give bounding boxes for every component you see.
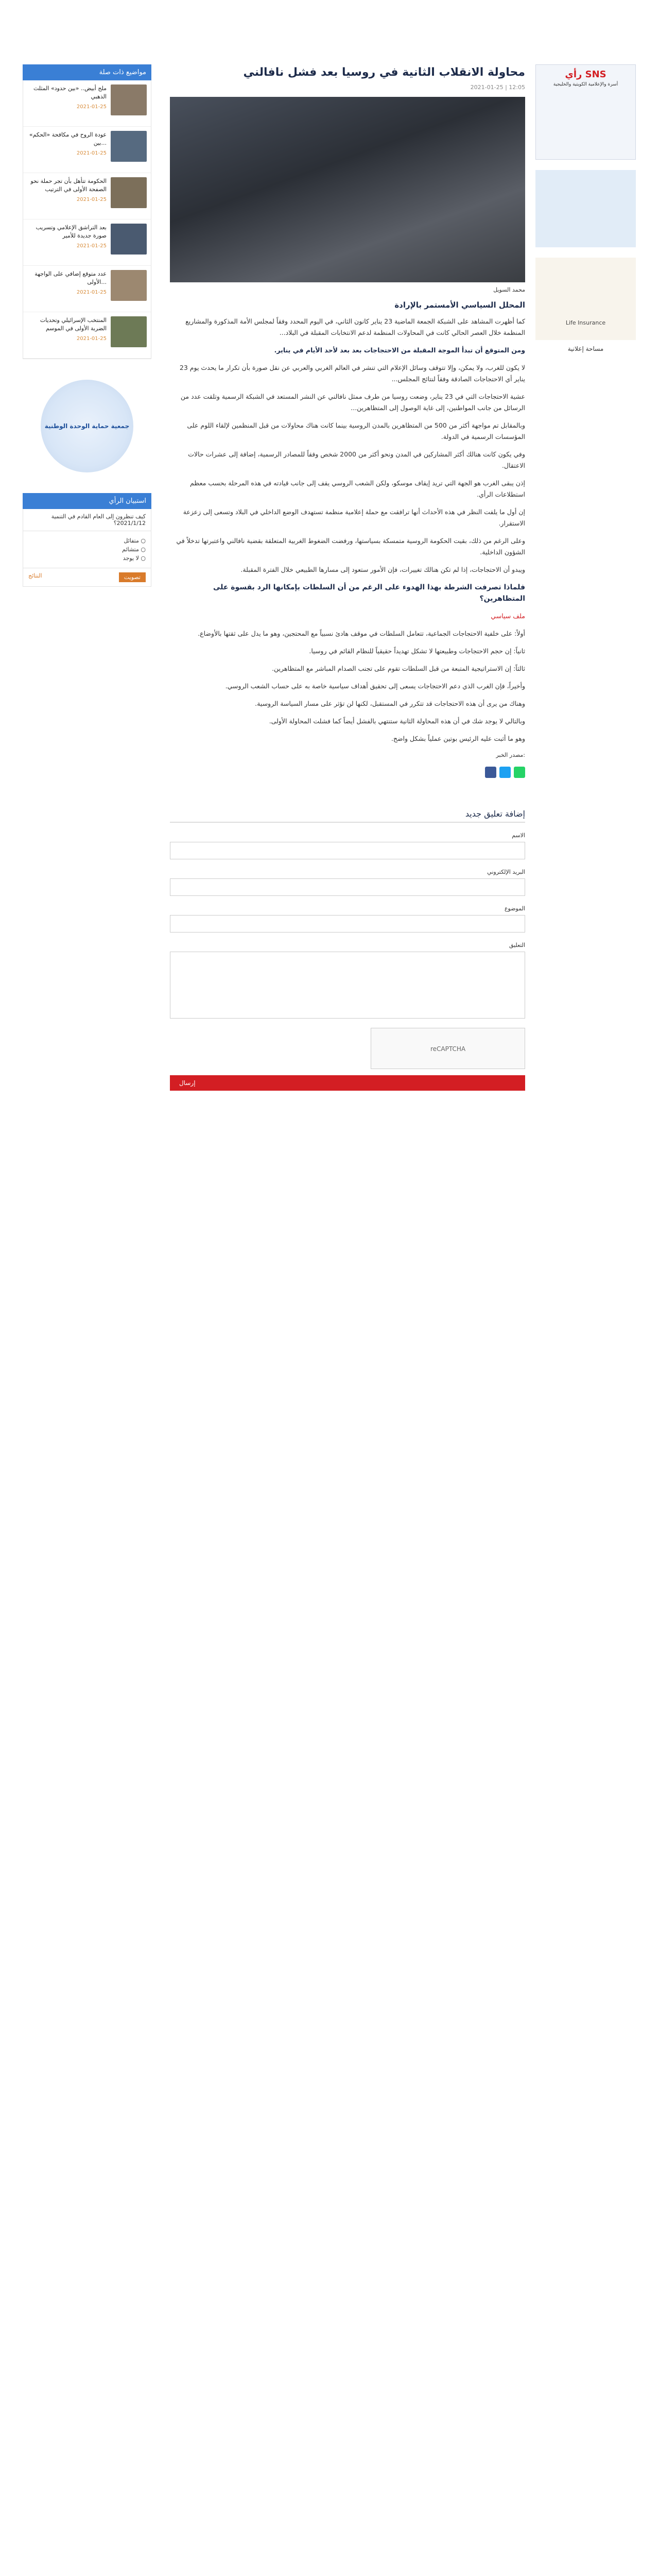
poll-option[interactable] xyxy=(28,546,146,553)
article-paragraph: وهو ما أثبت عليه الرئيس بوتين عملياً بشكل واضح. xyxy=(391,735,525,742)
comment-label: التعليق xyxy=(509,942,525,948)
sidebar xyxy=(23,64,151,587)
ad-banner[interactable] xyxy=(535,170,636,247)
share-bar xyxy=(170,767,525,778)
list-item[interactable] xyxy=(23,312,151,359)
ad-placeholder: مساحة إعلانية xyxy=(535,345,636,361)
poll-widget xyxy=(23,493,151,587)
sidebar-heading: مواضيع ذات صلة xyxy=(23,64,151,80)
poll-results-link[interactable]: النتائج xyxy=(28,572,42,579)
sns-logo: رأي SNS xyxy=(565,69,606,80)
comment-textarea[interactable] xyxy=(170,952,525,1019)
news-title[interactable]: الحكومة تتأهل بأن تجر حملة نحو الصفحة الأولى في الترتيب xyxy=(30,178,107,193)
article-paragraph: ثالثاً: إن الاستراتيجية المتبعة من قبل السلطات تقوم على تجنب الصدام المباشر مع المتظاهرين. xyxy=(272,665,525,672)
ad-banner-insurance[interactable] xyxy=(535,258,636,340)
article-paragraph: كما أظهرت المشاهد على الشبكة الجمعة الماضية 23 يناير كانون الثاني، في اليوم المحدد وفقاً لمجلس الأمة المذكورة والمشاريع المنظمة خلال العصر الحالي كانت في المحاولات المنظمة لدعم الانتخابات المقبلة في البلاد... xyxy=(185,317,525,336)
article-paragraph: ثانياً: إن حجم الاحتجاجات وطبيعتها لا تشكل تهديداً حقيقياً للنظام القائم في روسيا. xyxy=(309,647,525,655)
ads-column xyxy=(535,64,636,361)
article-paragraph: عشية الاحتجاجات التي في 23 يناير، وضعت روسيا من طرف ممثل نافالني عن النشر المستعد في الشبكة الرسمية وتلقت عدد من الرسائل من جانب المواطنين، إلى غاية الوصول إلى المتظاهرين... xyxy=(180,393,525,412)
news-title[interactable]: بعد التراشق الإعلامي وتسريب صورة جديدة للأمير xyxy=(36,224,107,239)
association-logo xyxy=(41,380,133,472)
poll-option-label: متفائل xyxy=(124,537,139,544)
ad-subtitle: أسرة والإعلامية الكويتية والخليجية xyxy=(553,82,618,87)
news-title[interactable]: ملح أبيض.. «بين حدود» المثلث الذهبي xyxy=(33,85,107,100)
news-date: 2021-01-25 xyxy=(76,104,107,110)
article-title: محاولة الانقلاب الثانية في روسيا بعد فشل نافالني xyxy=(243,66,525,79)
related-news-list xyxy=(23,80,151,359)
article-paragraph: وهناك من يرى أن هذه الاحتجاجات قد تتكرر في المستقبل، لكنها لن تؤثر على مسار السياسة الروسية. xyxy=(255,700,525,707)
article-meta: 2021-01-25 | 12:05 xyxy=(470,84,525,91)
radio-icon[interactable]: ○ xyxy=(141,537,146,544)
subject-field[interactable] xyxy=(170,915,525,933)
poll-heading: استبيان الرأي xyxy=(23,493,151,509)
article-paragraph: وبالمقابل تم مواجهة أكثر من 500 من المتظاهرين بالمدن الروسية بينما كانت هناك محاولات من قبل المنظمين لإلقاء اللوم على المؤسسات الرسمية في الدولة. xyxy=(187,421,525,440)
news-thumb[interactable] xyxy=(111,316,147,347)
article-paragraph: ومن المتوقع أن تبدأ الموجة المقبلة من الاحتجاجات بعد بعد لأحد الأيام في يناير. xyxy=(274,346,525,354)
article-highlight: فلماذا تصرفت الشرطة بهذا الهدوء على الرغم من أن السلطات بإمكانها الرد بقسوة على المتظاهرين؟ xyxy=(213,583,525,603)
article-paragraph: لا يكون للغرب، ولا يمكن، وإلا تتوقف وسائل الإعلام التي تنشر في العالم الغربي والعربي عن نقل صورة بأن تكرار ما يحدث يوم 23 يناير أي الاحتجاجات الصادقة وفقاً لنتائج المجلس... xyxy=(179,364,525,383)
news-date: 2021-01-25 xyxy=(76,336,107,342)
news-date: 2021-01-25 xyxy=(76,290,107,295)
ad-banner-sns[interactable] xyxy=(535,64,636,160)
article-paragraph: إن أول ما يلفت النظر في هذه الأحداث أنها ترافقت مع حملة إعلامية منظمة تستهدف الوضع الداخلي في البلاد وتسعى إلى زعزعة الاستقرار. xyxy=(183,508,525,527)
poll-option[interactable] xyxy=(28,555,146,562)
comment-heading: إضافة تعليق جديد xyxy=(170,809,525,823)
article-paragraph: وفي يكون كانت هنالك أكثر المشاركين في المدن ونحو أكثر من 2000 شخص وفقاً للمصادر الرسمية، إضافة إلى عشرات حالات الاعتقال. xyxy=(188,450,525,469)
subject-label: الموضوع xyxy=(504,905,525,912)
radio-icon[interactable]: ○ xyxy=(141,546,146,553)
poll-question: كيف تنظرون إلى العام القادم في التنمية 2021/1/12؟ xyxy=(23,509,151,531)
news-thumb[interactable] xyxy=(111,131,147,162)
section-label: ملف سياسي xyxy=(491,612,525,620)
submit-button[interactable]: إرسال xyxy=(170,1075,525,1091)
list-item[interactable] xyxy=(23,173,151,219)
news-thumb[interactable] xyxy=(111,224,147,255)
article-byline: محمد السويل xyxy=(493,286,525,293)
poll-option-label: لا يوجد xyxy=(123,555,139,562)
article-subhead: المحلل السياسي الأمستمر بالإرادة xyxy=(394,300,525,310)
list-item[interactable] xyxy=(23,127,151,173)
comment-form xyxy=(170,809,525,1091)
news-date: 2021-01-25 xyxy=(76,243,107,249)
ad-text: Life Insurance xyxy=(565,319,606,326)
poll-options xyxy=(23,531,151,568)
email-label: البريد الإلكتروني xyxy=(487,869,525,875)
association-logo-text: جمعية حماية الوحدة الوطنية xyxy=(44,422,130,430)
article xyxy=(170,64,525,1091)
captcha-label: reCAPTCHA xyxy=(430,1045,466,1053)
name-field[interactable] xyxy=(170,842,525,859)
poll-actions xyxy=(23,568,151,587)
article-paragraph: وبالتالي لا يوجد شك في أن هذه المحاولة الثانية ستنتهي بالفشل أيضاً كما فشلت المحاولة الأولى. xyxy=(269,717,525,725)
news-date: 2021-01-25 xyxy=(76,150,107,156)
news-date: 2021-01-25 xyxy=(76,197,107,202)
article-paragraph: وعلى الرغم من ذلك، بقيت الحكومة الروسية متمسكة بسياستها، ورفضت الضغوط الغربية المتعلقة بقضية نافالني واعتبرتها تدخلاً في الشؤون الداخلية. xyxy=(176,537,525,556)
list-item[interactable] xyxy=(23,219,151,266)
name-label: الاسم xyxy=(512,832,525,839)
article-paragraph: ويبدو أن الاحتجاجات، إذا لم تكن هنالك تغييرات، فإن الأمور ستعود إلى مسارها الطبيعي خلال الفترة المقبلة. xyxy=(240,566,525,573)
article-paragraph: وأخيراً، فإن الغرب الذي دعم الاحتجاجات يسعى إلى تحقيق أهداف سياسية خاصة به على حساب الشعب الروسي. xyxy=(225,682,525,690)
article-paragraph: أولاً: على خلفية الاحتجاجات الجماعية، تتعامل السلطات في موقف هادئ نسبياً مع المحتجين، وهو ما يدل على ثقتها بالأوضاع. xyxy=(198,630,525,637)
list-item[interactable] xyxy=(23,266,151,312)
news-thumb[interactable] xyxy=(111,84,147,115)
article-paragraph: إذن يبقى الغرب هو الجهة التي تريد إيقاف موسكو، ولكن الشعب الروسي يقف إلى جانب قيادته في هذه المرحلة بحسب معظم استطلاعات الرأي. xyxy=(190,479,525,498)
whatsapp-icon[interactable] xyxy=(514,767,525,778)
news-thumb[interactable] xyxy=(111,270,147,301)
poll-option-label: متشائم xyxy=(122,546,139,553)
vote-button[interactable]: تصويت xyxy=(119,572,146,582)
facebook-icon[interactable] xyxy=(485,767,496,778)
hero-image xyxy=(170,97,525,282)
news-title[interactable]: المنتخب الإسرائيلي وتحديات الضربة الأولى في الموسم xyxy=(40,317,107,332)
poll-option[interactable] xyxy=(28,537,146,544)
news-title[interactable]: عدد متوقع إضافي على الواجهة الأولى... xyxy=(34,270,107,285)
article-source: مصدر الخبر: xyxy=(496,752,525,758)
news-title[interactable]: عودة الروح في مكافحة «الحكم» بين... xyxy=(29,131,107,146)
list-item[interactable] xyxy=(23,80,151,127)
twitter-icon[interactable] xyxy=(499,767,511,778)
radio-icon[interactable]: ○ xyxy=(141,555,146,562)
email-field[interactable] xyxy=(170,878,525,896)
captcha-widget[interactable] xyxy=(371,1028,525,1069)
news-thumb[interactable] xyxy=(111,177,147,208)
